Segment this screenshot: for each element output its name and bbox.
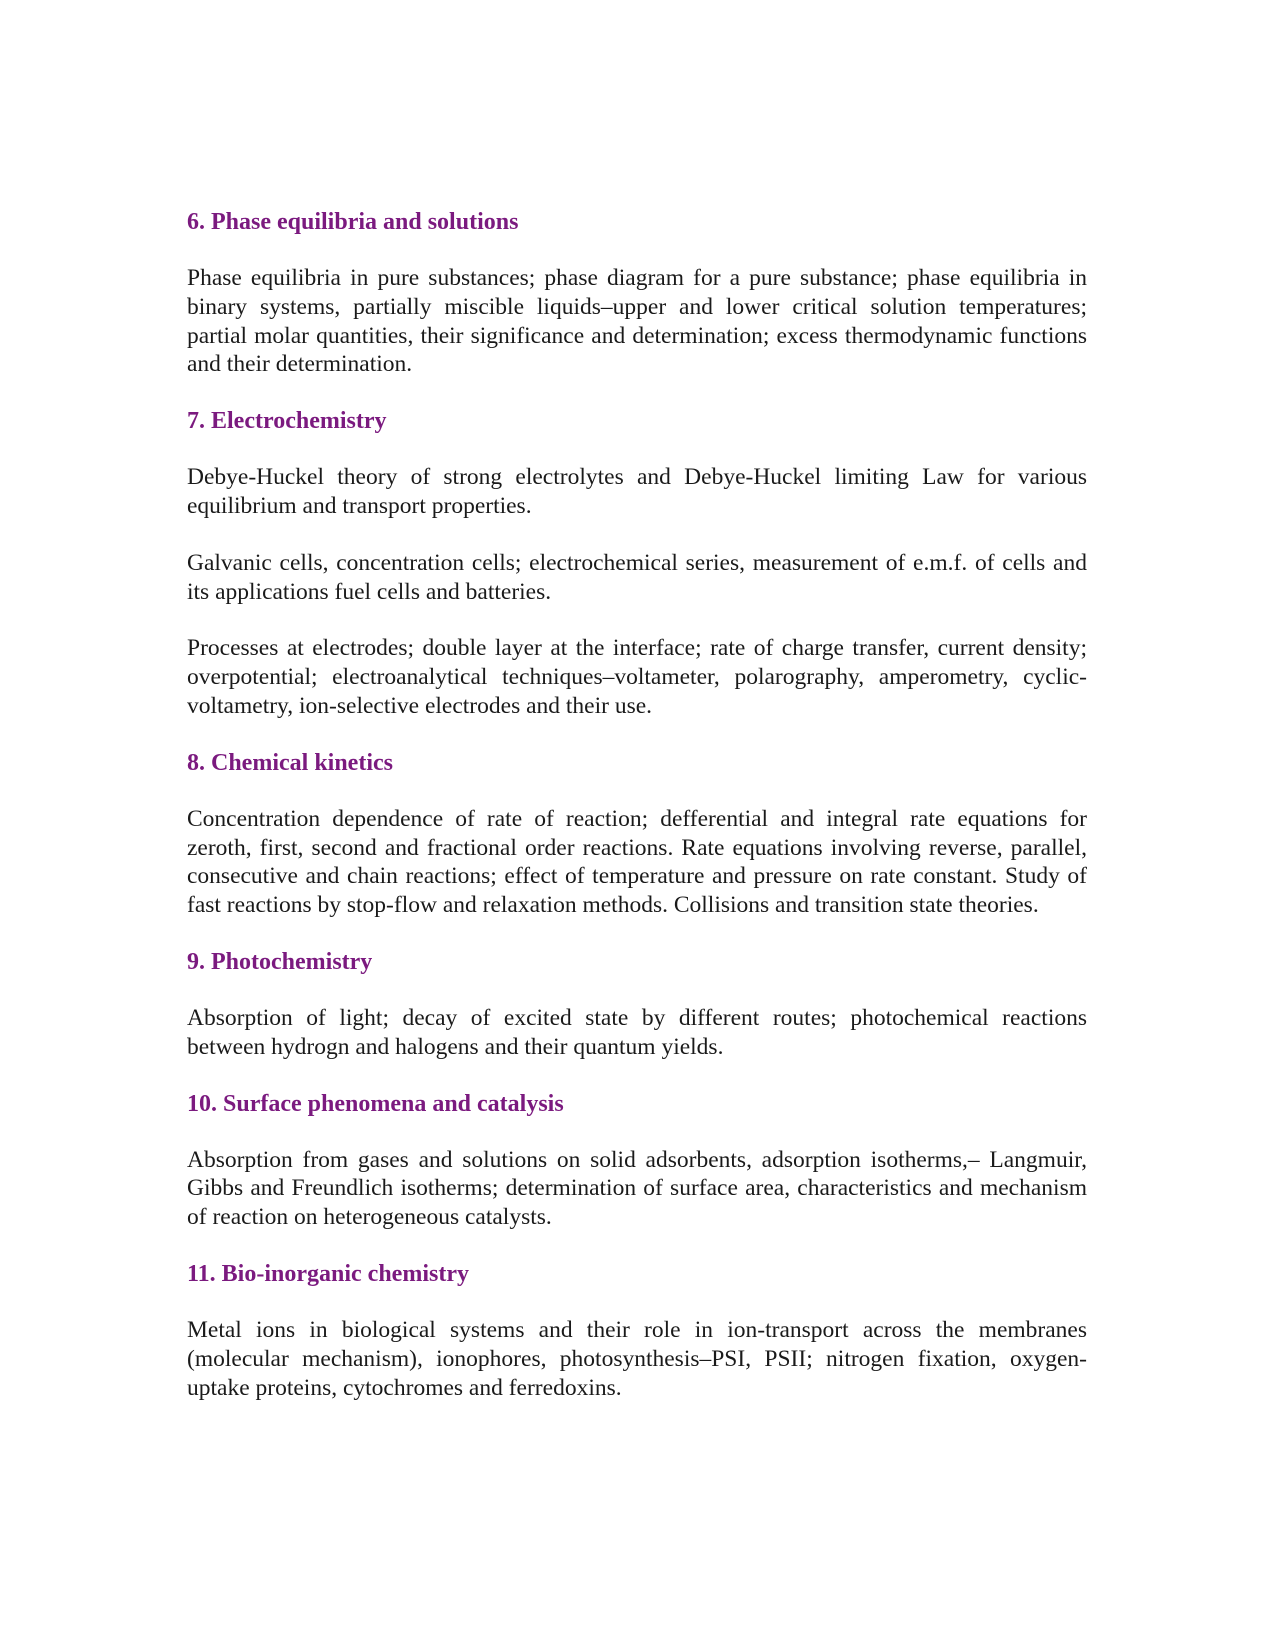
section-photochemistry: [187, 948, 1087, 1062]
section-paragraph: Concentration dependence of rate of reaction; defferential and integral rate equations for zeroth, first, second and fractional order reactions. Rate equations involving reverse, parallel, consecutive and chain reactions; effect of temperature and pressure on rate constant. Study of fast reactions by stop-flow and relaxation methods. Collisions and transition state theories.: [187, 805, 1087, 919]
section-heading: 7. Electrochemistry: [187, 408, 387, 435]
section-heading: 8. Chemical kinetics: [187, 749, 393, 776]
section-electrochemistry: [187, 407, 1087, 721]
section-paragraph: Processes at electrodes; double layer at the interface; rate of charge transfer, current density; overpotential; electroanalytical techniques–voltameter, polarography, amperometry, cyclic-voltametry, ion-selective electrodes and their use.: [187, 635, 1087, 719]
document-page: [187, 208, 1087, 1430]
section-phase-equilibria: [187, 208, 1087, 379]
section-heading: 9. Photochemistry: [187, 948, 373, 975]
section-paragraph: Phase equilibria in pure substances; phase diagram for a pure substance; phase equilibria in binary systems, partially miscible liquids–upper and lower critical solution temperatures; partial molar quantities, their significance and determination; excess thermodynamic functions and their determination.: [187, 265, 1087, 378]
section-paragraph: Debye-Huckel theory of strong electrolytes and Debye-Huckel limiting Law for various equilibrium and transport properties.: [187, 464, 1087, 519]
section-paragraph: Absorption of light; decay of excited state by different routes; photochemical reactions between hydrogn and halogens and their quantum yields.: [187, 1004, 1087, 1060]
section-heading: 10. Surface phenomena and catalysis: [187, 1090, 564, 1117]
section-heading: 6. Phase equilibria and solutions: [187, 209, 519, 235]
section-paragraph: Galvanic cells, concentration cells; electrochemical series, measurement of e.m.f. of cells and its applications fuel cells and batteries.: [187, 549, 1087, 605]
section-paragraph: Absorption from gases and solutions on solid adsorbents, adsorption isotherms,– Langmuir, Gibbs and Freundlich isotherms; determination of surface area, characteristics and mechanism of reaction on heterogeneous catalysts.: [187, 1146, 1087, 1231]
section-heading: 11. Bio-inorganic chemistry: [187, 1260, 469, 1287]
section-chemical-kinetics: [187, 749, 1087, 920]
section-surface-phenomena: [187, 1090, 1087, 1232]
section-bio-inorganic: [187, 1260, 1087, 1402]
section-paragraph: Metal ions in biological systems and their role in ion-transport across the membranes (molecular mechanism), ionophores, photosynthesis–PSI, PSII; nitrogen fixation, oxygen-uptake proteins, cytochromes and ferredoxins.: [187, 1316, 1087, 1401]
